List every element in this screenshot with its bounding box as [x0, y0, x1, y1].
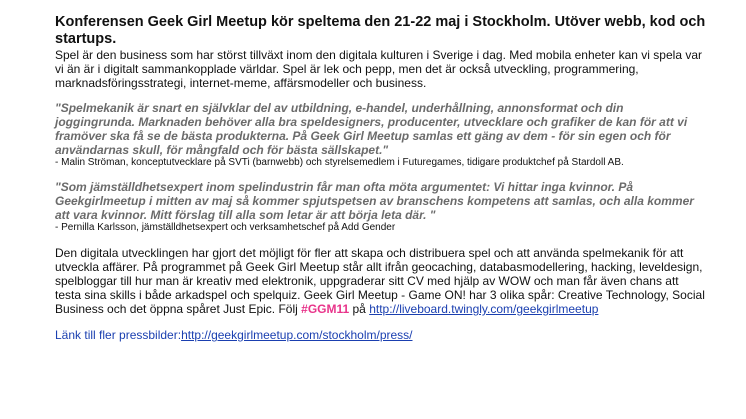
- intro-paragraph: Spel är den business som har störst tillväxt inom den digitala kulturen i Sverige i dag. Med mobila enheter kan vi spela var vi än är i digitalt sammankopplade världar. Spel är lek och pepp, men det är också utveckling, programmering, marknadsföringsstrategi, internet-meme, affärsmodeller och business.: [55, 48, 702, 90]
- quote-attribution: - Pernilla Karlsson, jämställdhetsexpert och verksamhetschef på Add Gender: [55, 222, 396, 233]
- page-title: Konferensen Geek Girl Meetup kör speltema den 21-22 maj i Stockholm. Utöver webb, kod och startups.: [55, 14, 706, 47]
- quote-text: "Spelmekanik är snart en självklar del av utbildning, e-handel, underhållning, annonsformat och din joggingrunda. Marknaden behöver alla bra speldesigners, producenter, utvecklare och grafiker de kan för att vi framöver ska få se de bästa produkterna. På Geek Girl Meetup samlas ett gäng av dem - för sin egen och för användarnas skull, för mångfald och för bästa sällskapet.": [55, 101, 688, 157]
- body-paragraph: [55, 246, 705, 316]
- liveboard-link[interactable]: http://liveboard.twingly.com/geekgirlmeetup: [369, 302, 599, 316]
- press-label: Länk till fler pressbilder:: [55, 328, 182, 342]
- quote-attribution: - Malin Ströman, konceptutvecklare på SVTi (barnwebb) och styrelsemedlem i Futuregames, tidigare produktchef på Stardoll AB.: [55, 157, 624, 168]
- hashtag: #GGM11: [301, 302, 350, 316]
- quote-block-2: [55, 180, 746, 234]
- body-text: Den digitala utvecklingen har gjort det möjligt för fler att skapa och distribuera spel och att använda spelmekanik för att utveckla affärer. På programmet på Geek Girl Meetup står allt ifrån geocaching, databasmodellering, hacking, leveldesign, spelbloggar till hur man är kreativ med elektronik, uppgraderar sitt CV med hjälp av WOW och man får även chans att testa sina skills i både arkadspel och spelquiz. Geek Girl Meetup - Game ON! har 3 olika spår: Creative Technology, Social Business och det öppna spåret Just Epic. Följ: [55, 246, 705, 316]
- press-images-line: [55, 328, 705, 342]
- body-text-connector: på: [349, 302, 370, 316]
- quote-text: "Som jämställdhetsexpert inom spelindustrin får man ofta möta argumentet: Vi hittar inga kvinnor. På Geekgirlmeetup i mitten av maj så kommer spjutspetsen av branschens kompetens att samlas, och alla kommer att vara kvinnor. Mitt förslag till alla som letar är att börja leta där. ": [55, 180, 694, 222]
- press-images-link[interactable]: http://geekgirlmeetup.com/stockholm/press/: [181, 328, 413, 342]
- quote-block-1: [55, 101, 746, 169]
